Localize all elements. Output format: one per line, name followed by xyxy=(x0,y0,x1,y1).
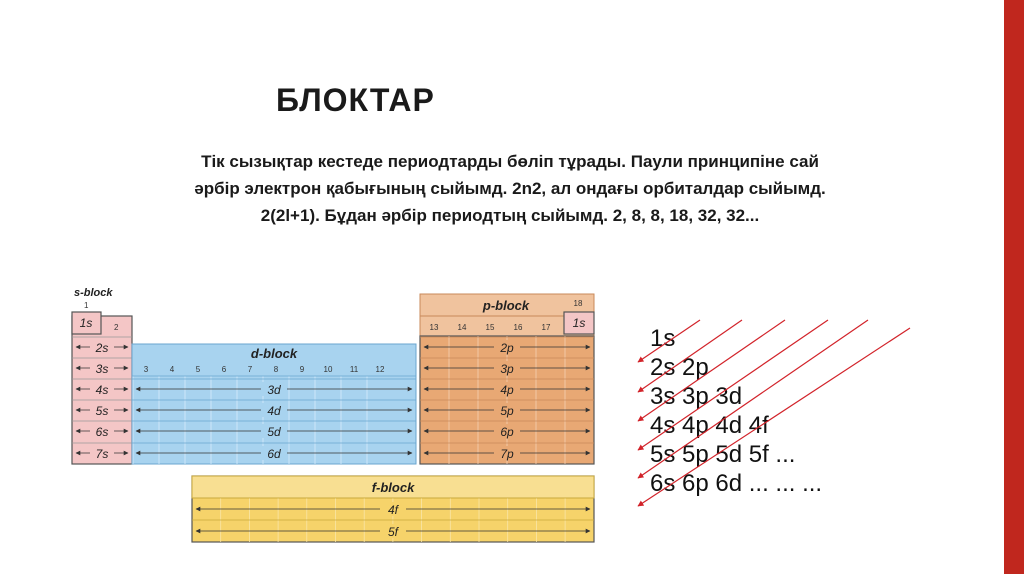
orbital-label: 7s xyxy=(95,447,109,461)
orbital-label: 4p xyxy=(500,383,514,397)
group-number: 12 xyxy=(375,365,385,374)
orbital-label: 1s xyxy=(572,316,586,330)
group-number: 6 xyxy=(221,365,227,374)
orbital-label: 4s xyxy=(95,383,109,397)
orbital-sequence-line: 1s xyxy=(650,325,676,352)
group-number: 1 xyxy=(84,301,89,310)
group-number: 4 xyxy=(169,365,175,374)
orbital-label: 5s xyxy=(95,404,109,418)
group-number: 9 xyxy=(299,365,305,374)
group-number: 8 xyxy=(273,365,279,374)
orbital-sequence-line: 4s 4p 4d 4f xyxy=(650,412,769,439)
group-number: 7 xyxy=(247,365,253,374)
orbital-sequence-line: 6s 6p 6d ... ... ... xyxy=(650,470,823,497)
orbital-label: 6d xyxy=(267,447,281,461)
body-line: 2(2l+1). Бұдан әрбір периодтың сыйымд. 2, 8, 8, 18, 32, 32... xyxy=(260,206,760,225)
orbital-label: 6p xyxy=(500,425,514,439)
orbital-label: 3p xyxy=(500,362,514,376)
group-number: 2 xyxy=(114,323,119,332)
group-number: 10 xyxy=(323,365,333,374)
orbital-label: 7p xyxy=(500,447,514,461)
body-text xyxy=(40,148,980,229)
orbital-sequence-line: 5s 5p 5d 5f ... xyxy=(650,441,796,468)
orbital-sequence-line: 3s 3p 3d xyxy=(650,383,743,410)
orbital-label: 4f xyxy=(387,503,399,517)
group-number: 16 xyxy=(513,323,523,332)
orbital-label: 3s xyxy=(95,362,109,376)
f-block-label: f-block xyxy=(371,480,415,495)
slide-title: БЛОКТАР xyxy=(276,82,435,118)
orbital-label: 5d xyxy=(267,425,281,439)
group-number: 15 xyxy=(485,323,495,332)
group-number: 17 xyxy=(541,323,551,332)
d-block-label: d-block xyxy=(250,346,298,361)
body-line: әрбір электрон қабығының сыйымд. 2n2, ал ондағы орбиталдар сыйымд. xyxy=(194,179,826,198)
orbital-label: 1s xyxy=(79,316,93,330)
orbital-label: 6s xyxy=(95,425,109,439)
group-number: 5 xyxy=(195,365,201,374)
orbital-label: 2s xyxy=(95,341,109,355)
periodic-block-diagram xyxy=(70,282,600,552)
accent-bar xyxy=(1004,0,1024,574)
orbital-sequence-line: 2s 2p xyxy=(650,354,709,381)
orbital-label: 5f xyxy=(387,525,399,539)
group-number: 13 xyxy=(429,323,439,332)
s-block-label: s-block xyxy=(74,287,113,299)
body-line: Тік сызықтар кестеде периодтарды бөліп тұрады. Паули принципіне сай xyxy=(201,152,819,171)
aufbau-diagram xyxy=(620,318,940,508)
group-number: 14 xyxy=(457,323,467,332)
group-number: 18 xyxy=(573,299,583,308)
orbital-label: 2p xyxy=(500,341,514,355)
group-number: 3 xyxy=(143,365,149,374)
group-number: 11 xyxy=(349,365,359,374)
orbital-label: 3d xyxy=(267,383,281,397)
orbital-label: 5p xyxy=(500,404,514,418)
orbital-label: 4d xyxy=(267,404,281,418)
p-block-label: p-block xyxy=(482,298,530,313)
